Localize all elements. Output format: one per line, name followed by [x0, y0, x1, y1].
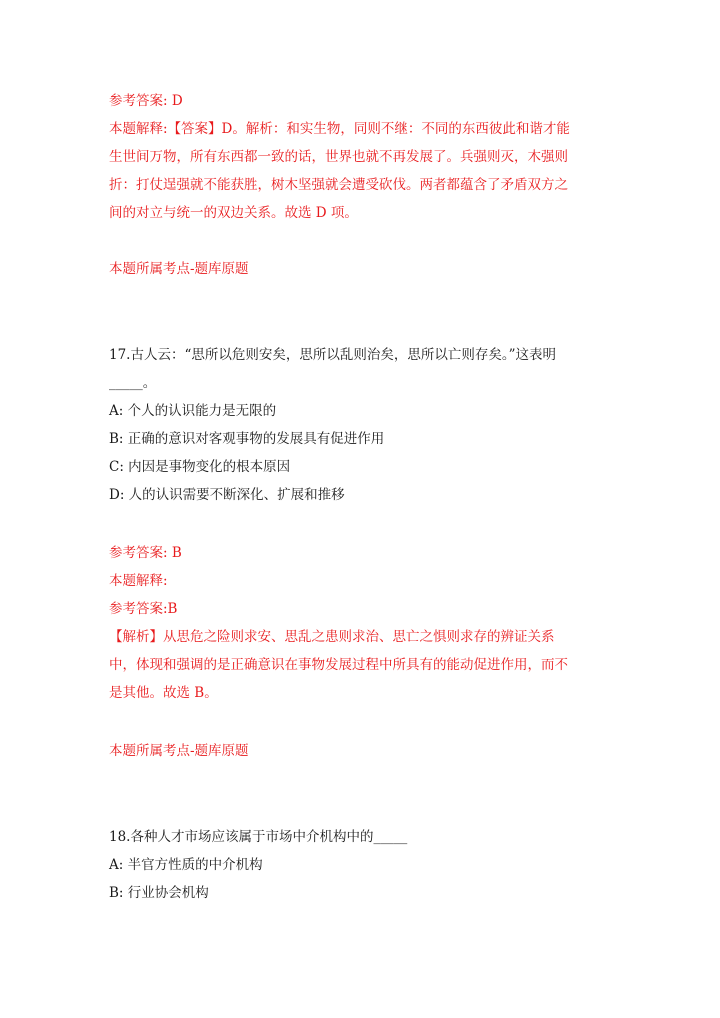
question-17-line-2: _____。 — [109, 375, 157, 391]
option-17-d: D: 人的认识需要不断深化、扩展和推移 — [109, 487, 345, 503]
explanation-16-line-2: 生世间万物，所有东西都一致的话，世界也就不再发展了。兵强则灭，木强则 — [109, 149, 568, 165]
explanation-16-line-3: 折：打仗逞强就不能获胜，树木坚强就会遭受砍伐。两者都蕴含了矛盾双方之 — [109, 177, 568, 193]
source-16: 本题所属考点-题库原题 — [109, 261, 249, 277]
explanation-16-line-1: 本题解释:【答案】D。解析：和实生物，同则不继：不同的东西彼此和谐才能 — [109, 121, 570, 137]
option-18-a: A: 半官方性质的中介机构 — [109, 857, 263, 873]
option-18-b: B: 行业协会机构 — [109, 885, 209, 901]
answer-16: 参考答案: D — [109, 93, 183, 109]
question-18: 18.各种人才市场应该属于市场中介机构中的_____ — [109, 829, 408, 845]
explanation-16-line-4: 间的对立与统一的双边关系。故选 D 项。 — [109, 205, 358, 221]
answer-17-repeat: 参考答案:B — [109, 601, 178, 617]
source-17: 本题所属考点-题库原题 — [109, 743, 249, 759]
explanation-label-17: 本题解释: — [109, 573, 168, 589]
question-17-line-1: 17.古人云：“思所以危则安矣，思所以乱则治矣，思所以亡则存矣。”这表明 — [109, 347, 557, 363]
option-17-b: B: 正确的意识对客观事物的发展具有促进作用 — [109, 431, 385, 447]
analysis-17-line-1: 【解析】从思危之险则求安、思乱之患则求治、思亡之惧则求存的辨证关系 — [109, 629, 555, 645]
analysis-17-line-3: 是其他。故选 B。 — [109, 685, 218, 701]
answer-17: 参考答案: B — [109, 545, 182, 561]
option-17-c: C: 内因是事物变化的根本原因 — [109, 459, 291, 475]
analysis-17-line-2: 中，体现和强调的是正确意识在事物发展过程中所具有的能动促进作用，而不 — [109, 657, 568, 673]
option-17-a: A: 个人的认识能力是无限的 — [109, 403, 277, 419]
